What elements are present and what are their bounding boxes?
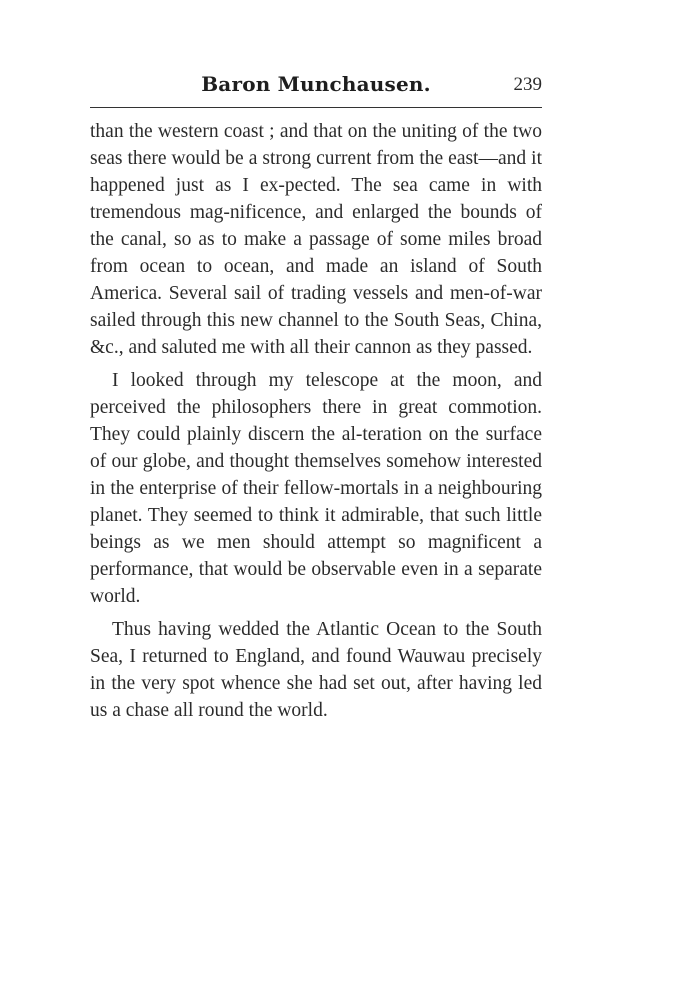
running-title: Baron Munchausen. [201,72,431,96]
paragraph-3: Thus having wedded the Atlantic Ocean to the South Sea, I returned to England, and found Wauwau precisely in the very spot whence she had set out, after having led us a chase all round the world. [90,619,542,721]
header-rule [90,107,542,108]
paragraph-1: than the western coast ; and that on the uniting of the two seas there would be a strong current from the east—and it happened just as I ex-pected. The sea came in with tremendous mag-nificence, and enlarged the bounds of the canal, so as to make a passage of some miles broad from ocean to ocean, and made an island of South America. Several sail of trading vessels and men-of-war sailed through this new channel to the South Seas, China, &c., and saluted me with all their cannon as they passed. [90,121,542,358]
page-header [90,70,542,104]
body-text [90,118,542,730]
page-number: 239 [513,74,542,95]
paragraph-2: I looked through my telescope at the moon, and perceived the philosophers there in great commotion. They could plainly discern the al-teration on the surface of our globe, and thought themselves somehow interested in the enterprise of their fellow-mortals in a neighbouring planet. They seemed to think it admirable, that such little beings as we men should attempt so magnificent a performance, that would be observable even in a separate world. [90,370,542,607]
